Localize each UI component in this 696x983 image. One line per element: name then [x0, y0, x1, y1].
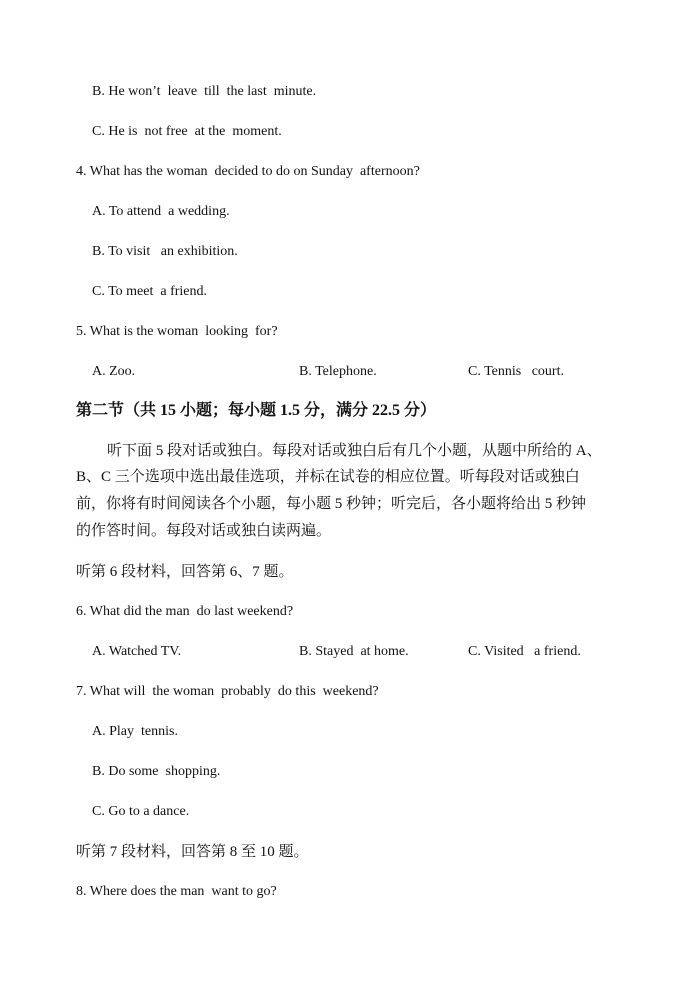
q6-options	[0, 642, 696, 662]
q6-question: 6. What did the man do last weekend?	[76, 604, 294, 619]
q5-option-b: B. Telephone.	[299, 364, 377, 379]
q5-options	[0, 362, 696, 382]
instructions-line-2: B、C 三个选项中选出最佳选项，并标在试卷的相应位置。听每段对话或独白	[76, 469, 580, 485]
q6-option-b: B. Stayed at home.	[299, 644, 409, 659]
q4-option-b: B. To visit an exhibition.	[92, 244, 238, 259]
q5-option-a: A. Zoo.	[92, 364, 136, 379]
material-6-heading: 听第 6 段材料，回答第 6、7 题。	[76, 564, 294, 580]
q6-option-c: C. Visited a friend.	[468, 644, 581, 659]
q8-question: 8. Where does the man want to go?	[76, 884, 277, 899]
q3-option-b: B. He won’t leave till the last minute.	[92, 84, 317, 99]
q6-option-a: A. Watched TV.	[92, 644, 182, 659]
q5-option-c: C. Tennis court.	[468, 364, 564, 379]
instructions-line-1: 听下面 5 段对话或独白。每段对话或独白后有几个小题，从题中所给的 A、	[107, 443, 602, 459]
q5-question: 5. What is the woman looking for?	[76, 324, 278, 339]
q7-option-c: C. Go to a dance.	[92, 804, 190, 819]
q4-option-a: A. To attend a wedding.	[92, 204, 230, 219]
instructions-line-4: 的作答时间。每段对话或独白读两遍。	[76, 523, 332, 539]
q4-option-c: C. To meet a friend.	[92, 284, 208, 299]
instructions-line-3: 前，你将有时间阅读各个小题，每小题 5 秒钟；听完后，各小题将给出 5 秒钟	[76, 496, 587, 512]
section2-heading: 第二节（共 15 小题；每小题 1.5 分，满分 22.5 分）	[76, 402, 437, 419]
q4-question: 4. What has the woman decided to do on Sunday afternoon?	[76, 164, 420, 179]
q7-option-b: B. Do some shopping.	[92, 764, 221, 779]
q3-option-c: C. He is not free at the moment.	[92, 124, 282, 139]
material-7-heading: 听第 7 段材料，回答第 8 至 10 题。	[76, 844, 309, 860]
q7-option-a: A. Play tennis.	[92, 724, 178, 739]
q7-question: 7. What will the woman probably do this weekend?	[76, 684, 379, 699]
